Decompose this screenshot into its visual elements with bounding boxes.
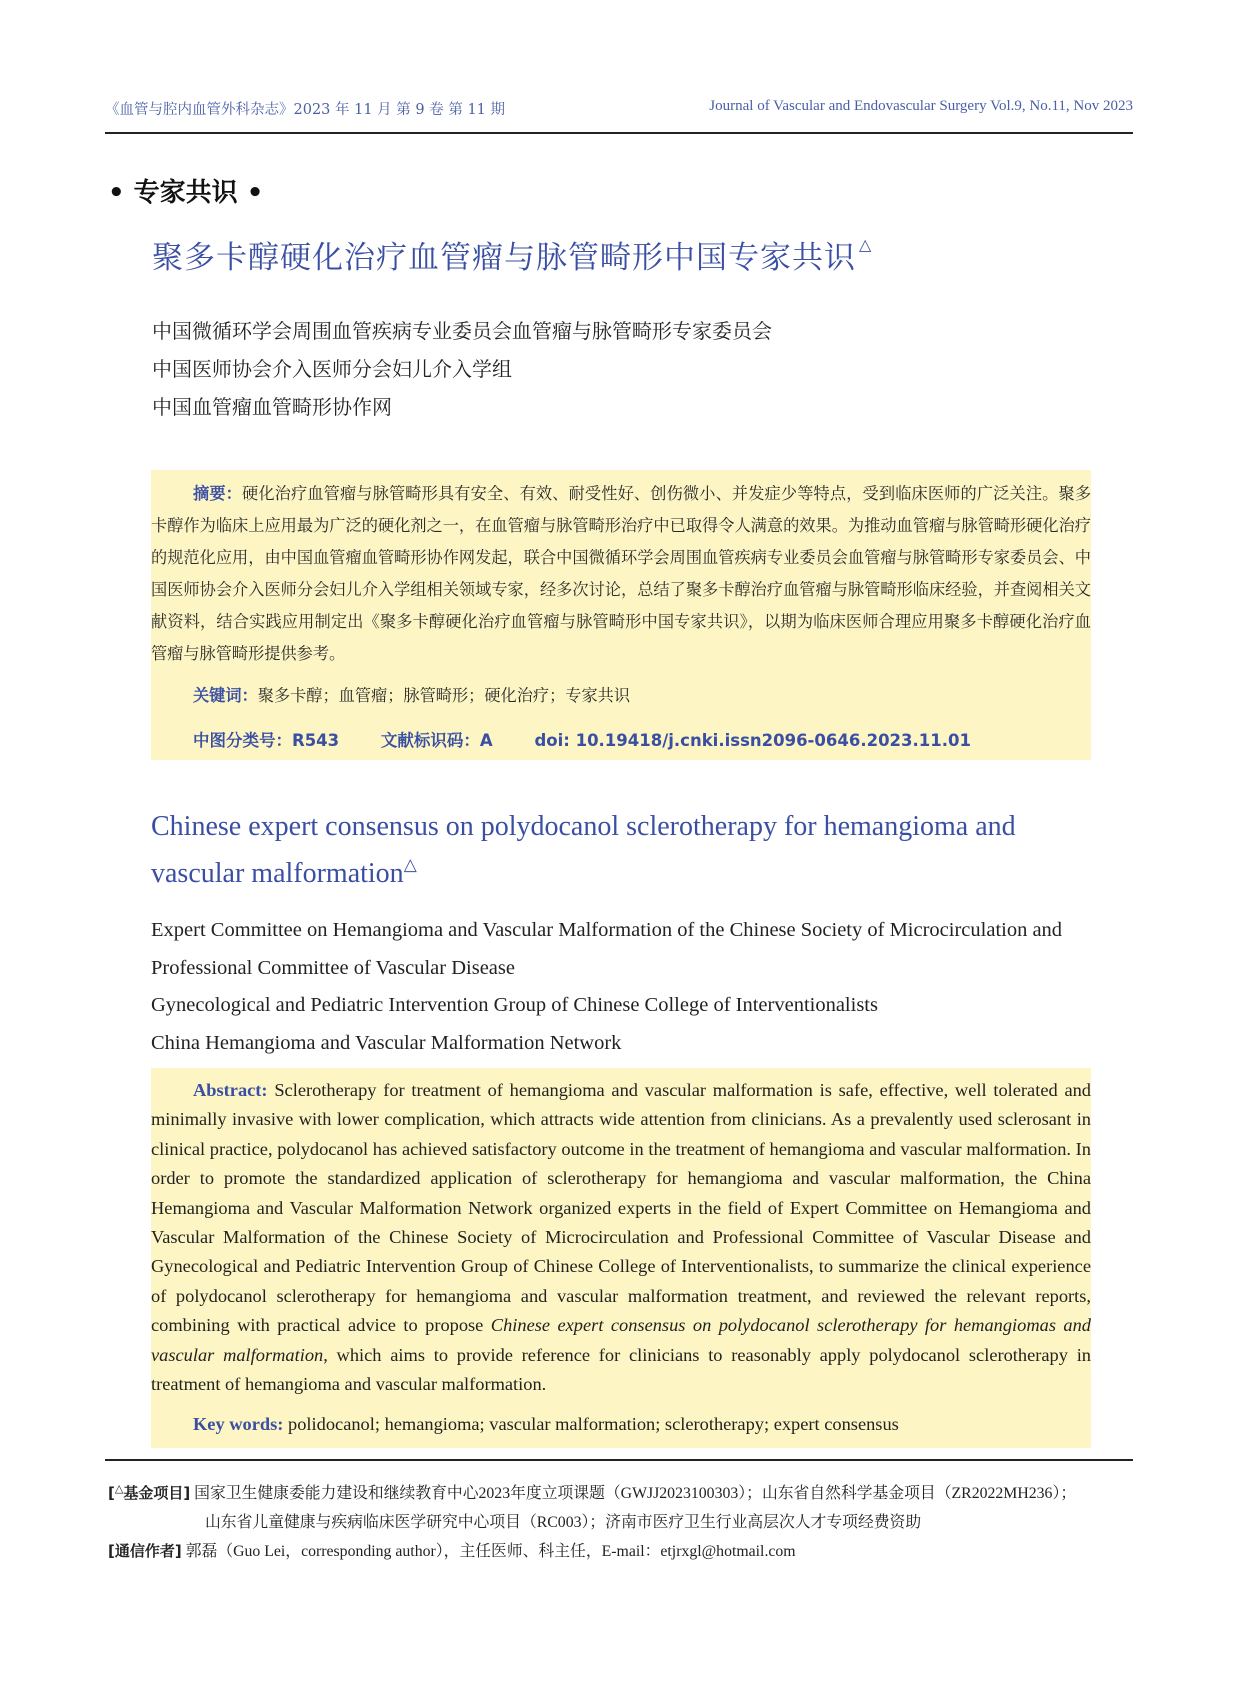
abstract-en-consensus-title: Chinese expert consensus on polydocanol sclerotherapy for hemangiomas and vascular malformation [151, 1315, 1092, 1365]
article-title-cn [152, 232, 1152, 277]
abstract-cn [151, 478, 1091, 670]
running-head [105, 98, 1133, 134]
author-group-en: China Hemangioma and Vascular Malformation Network [151, 1031, 622, 1054]
keywords-en-text: polidocanol; hemangioma; vascular malformation; sclerotherapy; expert consensus [288, 1414, 899, 1434]
fund-mark: △ [114, 1482, 124, 1495]
keywords-en [193, 1414, 899, 1435]
author-group-en: Gynecological and Pediatric Intervention Group of Chinese College of Interventionalists [151, 994, 878, 1016]
abstract-en-text-end: , which aims to provide reference for clinicians to reasonably apply polydocanol sclerotherapy in treatment of hemangioma and vascular malformation. [151, 1344, 1091, 1395]
fund-note-continued: 山东省儿童健康与疾病临床医学研究中心项目（RC003）；济南市医疗卫生行业高层次人才专项经费资助 [205, 1514, 922, 1531]
fund-mark: △ [859, 235, 873, 254]
abstract-cn-box [151, 470, 1091, 760]
keywords-cn [193, 682, 630, 706]
running-head-journal-cn: 《血管与腔内血管外科杂志》2023 年 11 月 第 9 卷 第 11 期 [105, 102, 506, 118]
article-title-en [151, 808, 1111, 893]
fund-mark: △ [403, 855, 417, 874]
abstract-en-label: Abstract: [193, 1080, 268, 1100]
author-group-cn: 中国微循环学会周围血管疾病专业委员会血管瘤与脉管畸形专家委员会 [152, 319, 772, 343]
document-code: 文献标识码：A [380, 731, 493, 750]
abstract-en [151, 1076, 1091, 1399]
corresponding-author-text: 郭磊（Guo Lei，corresponding author），主任医师、科主任，E-mail：etjrxgl@hotmail.com [185, 1543, 796, 1560]
abstract-en-box [151, 1068, 1091, 1448]
author-group-cn: 中国血管瘤血管畸形协作网 [152, 395, 392, 419]
fund-note-label: [△基金项目] [108, 1482, 191, 1502]
abstract-cn-text: 硬化治疗血管瘤与脉管畸形具有安全、有效、耐受性好、创伤微小、并发症少等特点，受到临床医师的广泛关注。聚多卡醇作为临床上应用最为广泛的硬化剂之一，在血管瘤与脉管畸形治疗中已取得令人满意的效果。为推动血管瘤与脉管畸形硬化治疗的规范化应用，由中国血管瘤血管畸形协作网发起，联合中国微循环学会周围血管疾病专业委员会血管瘤与脉管畸形专家委员会、中国医师协会介入医师分会妇儿介入学组相关领域专家，经多次讨论，总结了聚多卡醇治疗血管瘤与脉管畸形临床经验，并查阅相关文献资料，结合实践应用制定出《聚多卡醇硬化治疗血管瘤与脉管畸形中国专家共识》，以期为临床医师合理应用聚多卡醇硬化治疗血管瘤与脉管畸形提供参考。 [151, 484, 1092, 663]
authors-cn [152, 312, 772, 426]
authors-en [151, 912, 1062, 1062]
running-head-journal-en: Journal of Vascular and Endovascular Surgery Vol.9, No.11, Nov 2023 [709, 98, 1133, 114]
corresponding-author-label: [通信作者] [108, 1542, 182, 1560]
footnote-divider [105, 1459, 1133, 1461]
clc-number: 中图分类号：R543 [193, 731, 340, 750]
keywords-cn-label: 关键词： [193, 686, 258, 705]
column-tag: • 专家共识 • [108, 178, 264, 208]
fund-note-text: 国家卫生健康委能力建设和继续教育中心2023年度立项课题（GWJJ2023100303）；山东省自然科学基金项目（ZR2022MH236）； [194, 1485, 1077, 1502]
author-group-en: Expert Committee on Hemangioma and Vascular Malformation of the Chinese Society of Microcirculation and [151, 919, 1063, 941]
keywords-cn-text: 聚多卡醇；血管瘤；脉管畸形；硬化治疗；专家共识 [257, 686, 631, 705]
fund-note [108, 1474, 1138, 1508]
article-title-cn-text: 聚多卡醇硬化治疗血管瘤与脉管畸形中国专家共识 [152, 240, 856, 276]
author-group-cn: 中国医师协会介入医师分会妇儿介入学组 [152, 357, 512, 381]
corresponding-author-note [108, 1537, 1138, 1566]
keywords-en-label: Key words: [193, 1414, 284, 1434]
abstract-en-text: Sclerotherapy for treatment of hemangioma and vascular malformation is safe, effective, well tolerated and minimally invasive with lower complication, which attracts wide attention from clinicians. As a prevalently used sclerosant in clinical practice, polydocanol has achieved satisfactory outcome in the treatment of hemangioma and vascular malformation. In order to promote the standardized application of sclerotherapy for hemangioma and vascular malformation, the China Hemangioma and Vascular Malformation Network organized experts in the field of Expert Committee on Hemangioma and Vascular Malformation of the Chinese Society of Microcirculation and Professional Committee of Vascular Disease and Gynecological and Pediatric Intervention Group of Chinese College of Interventionalists, to summarize the clinical experience of polydocanol sclerotherapy for hemangioma and vascular malformation treatment, and reviewed the relevant reports, combining with practical advice to propose [151, 1080, 1091, 1336]
article-title-en-text: Chinese expert consensus on polydocanol sclerotherapy for hemangioma and vascular malformation [151, 811, 1016, 889]
doi: doi: 10.19418/j.cnki.issn2096-0646.2023.11.01 [534, 731, 971, 750]
author-group-en: Professional Committee of Vascular Disease [151, 956, 515, 979]
classification-row [193, 727, 1073, 751]
footnotes [108, 1474, 1138, 1566]
abstract-cn-label: 摘要： [193, 484, 242, 503]
